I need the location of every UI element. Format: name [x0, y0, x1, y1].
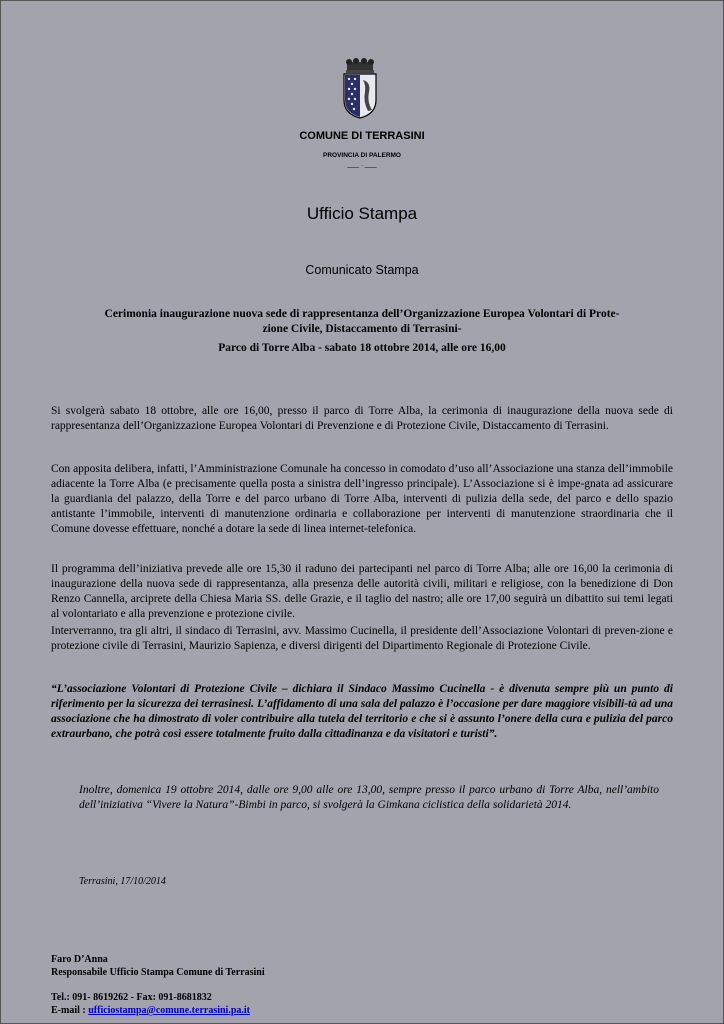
ufficio-stampa-heading: Ufficio Stampa [306, 204, 418, 223]
email-link[interactable]: ufficiostampa@comune.terrasini.pa.it [88, 1005, 251, 1016]
event-line: Parco di Torre Alba - sabato 18 ottobre 2014, alle ore 16,00 [218, 342, 506, 354]
email-label: E-mail : [51, 1005, 89, 1016]
municipal-coat-of-arms-icon [341, 58, 379, 120]
comune-name: COMUNE DI TERRASINI [299, 130, 425, 142]
paragraph-4: Interverranno, tra gli altri, il sindaco di Terrasini, avv. Massimo Cucinella, il presidente dell’Associazione Volontari di preven-zione e protezione civile di Terrasini, Maurizio Sapienza, e diversi dirigenti del Dipartimento Regionale di Protezione Civile. [51, 625, 673, 652]
paragraph-1: Si svolgerà sabato 18 ottobre, alle ore 16,00, presso il parco di Torre Alba, la cerimonia di inaugurazione della nuova sede di rappresentanza dell’Organizzazione Europea Volontari di Prevenzione e di Protezione Civile, Distaccamento di Terrasini. [51, 405, 673, 432]
header-divider: ___ . ___ [347, 161, 377, 168]
paragraph-2: Con apposita delibera, infatti, l’Amministrazione Comunale ha concesso in comodato d’uso all’Associazione una stanza dell’immobile adiacente la Torre Alba (e precisamente quella posta a sinistra dell’ingresso principale). L’Associazione si è impe-gnata ad assicurare la guardiania del palazzo, della Torre e del parco urbano di Torre Alba, interventi di pulizia della sede, del parco e dello spazio antistante l’immobile, interventi di manutenzione ordinaria e collaborazione per interventi di manutenzione straordinaria che il Comune dovesse effettuare, nonché a dotare la sede di linea internet-telefonica. [51, 463, 673, 535]
paragraph-3: Il programma dell’iniziativa prevede alle ore 15,30 il raduno dei partecipanti nel parco di Torre Alba; alle ore 16,00 la cerimonia di inaugurazione della nuova sede di rappresentanza, alla presenza delle autorità civili, militari e religiose, con la benedizione di Don Renzo Cannella, arciprete della Chiesa Maria SS. delle Grazie, e il taglio del nastro; alle ore 17,00 seguirà un dibattito sui temi legati al volontariato e alla prevenzione e protezione civile. [51, 563, 673, 620]
paragraph-5: Inoltre, domenica 19 ottobre 2014, dalle ore 9,00 alle ore 13,00, sempre presso il parco urbano di Torre Alba, nell’ambito dell’iniziativa “Vivere la Natura”-Bimbi in parco, si svolgerà la Gimkana ciclistica della solidarietà 2014. [79, 784, 659, 811]
mayor-quote: “L’associazione Volontari di Protezione Civile – dichiara il Sindaco Massimo Cucinella - è divenuta sempre più un punto di riferimento per la sicurezza dei terrasinesi. L’affidamento di una sala del palazzo è l’occasione per dare maggiore visibili-tà ad una associazione che ha dimostrato di voler contribuire alla tutela del territorio e che si è assunto l’onere della cura e pulizia del parco extraurbano, che potrà così essere totalmente fruito dalla cittadinanza e da visitatori e turisti”. [51, 683, 673, 740]
title-line-2: zione Civile, Distaccamento di Terrasini- [262, 323, 462, 335]
provincia-name: PROVINCIA DI PALERMO [322, 152, 401, 159]
email-line [51, 1004, 265, 1017]
author-role: Responsabile Ufficio Stampa Comune di Terrasini [51, 967, 265, 978]
title-line-1: Cerimonia inaugurazione nuova sede di rappresentanza dell’Organizzazione Europea Volontari di Prote- [104, 308, 620, 320]
author-name: Faro D’Anna [51, 954, 108, 965]
press-release-title [0, 307, 724, 337]
footer-contact [51, 953, 265, 1017]
phone-fax: Tel.: 091- 8619262 - Fax: 091-8681832 [51, 992, 212, 1003]
comunicato-stampa-heading: Comunicato Stampa [305, 263, 419, 277]
release-date: Terrasini, 17/10/2014 [79, 876, 166, 887]
